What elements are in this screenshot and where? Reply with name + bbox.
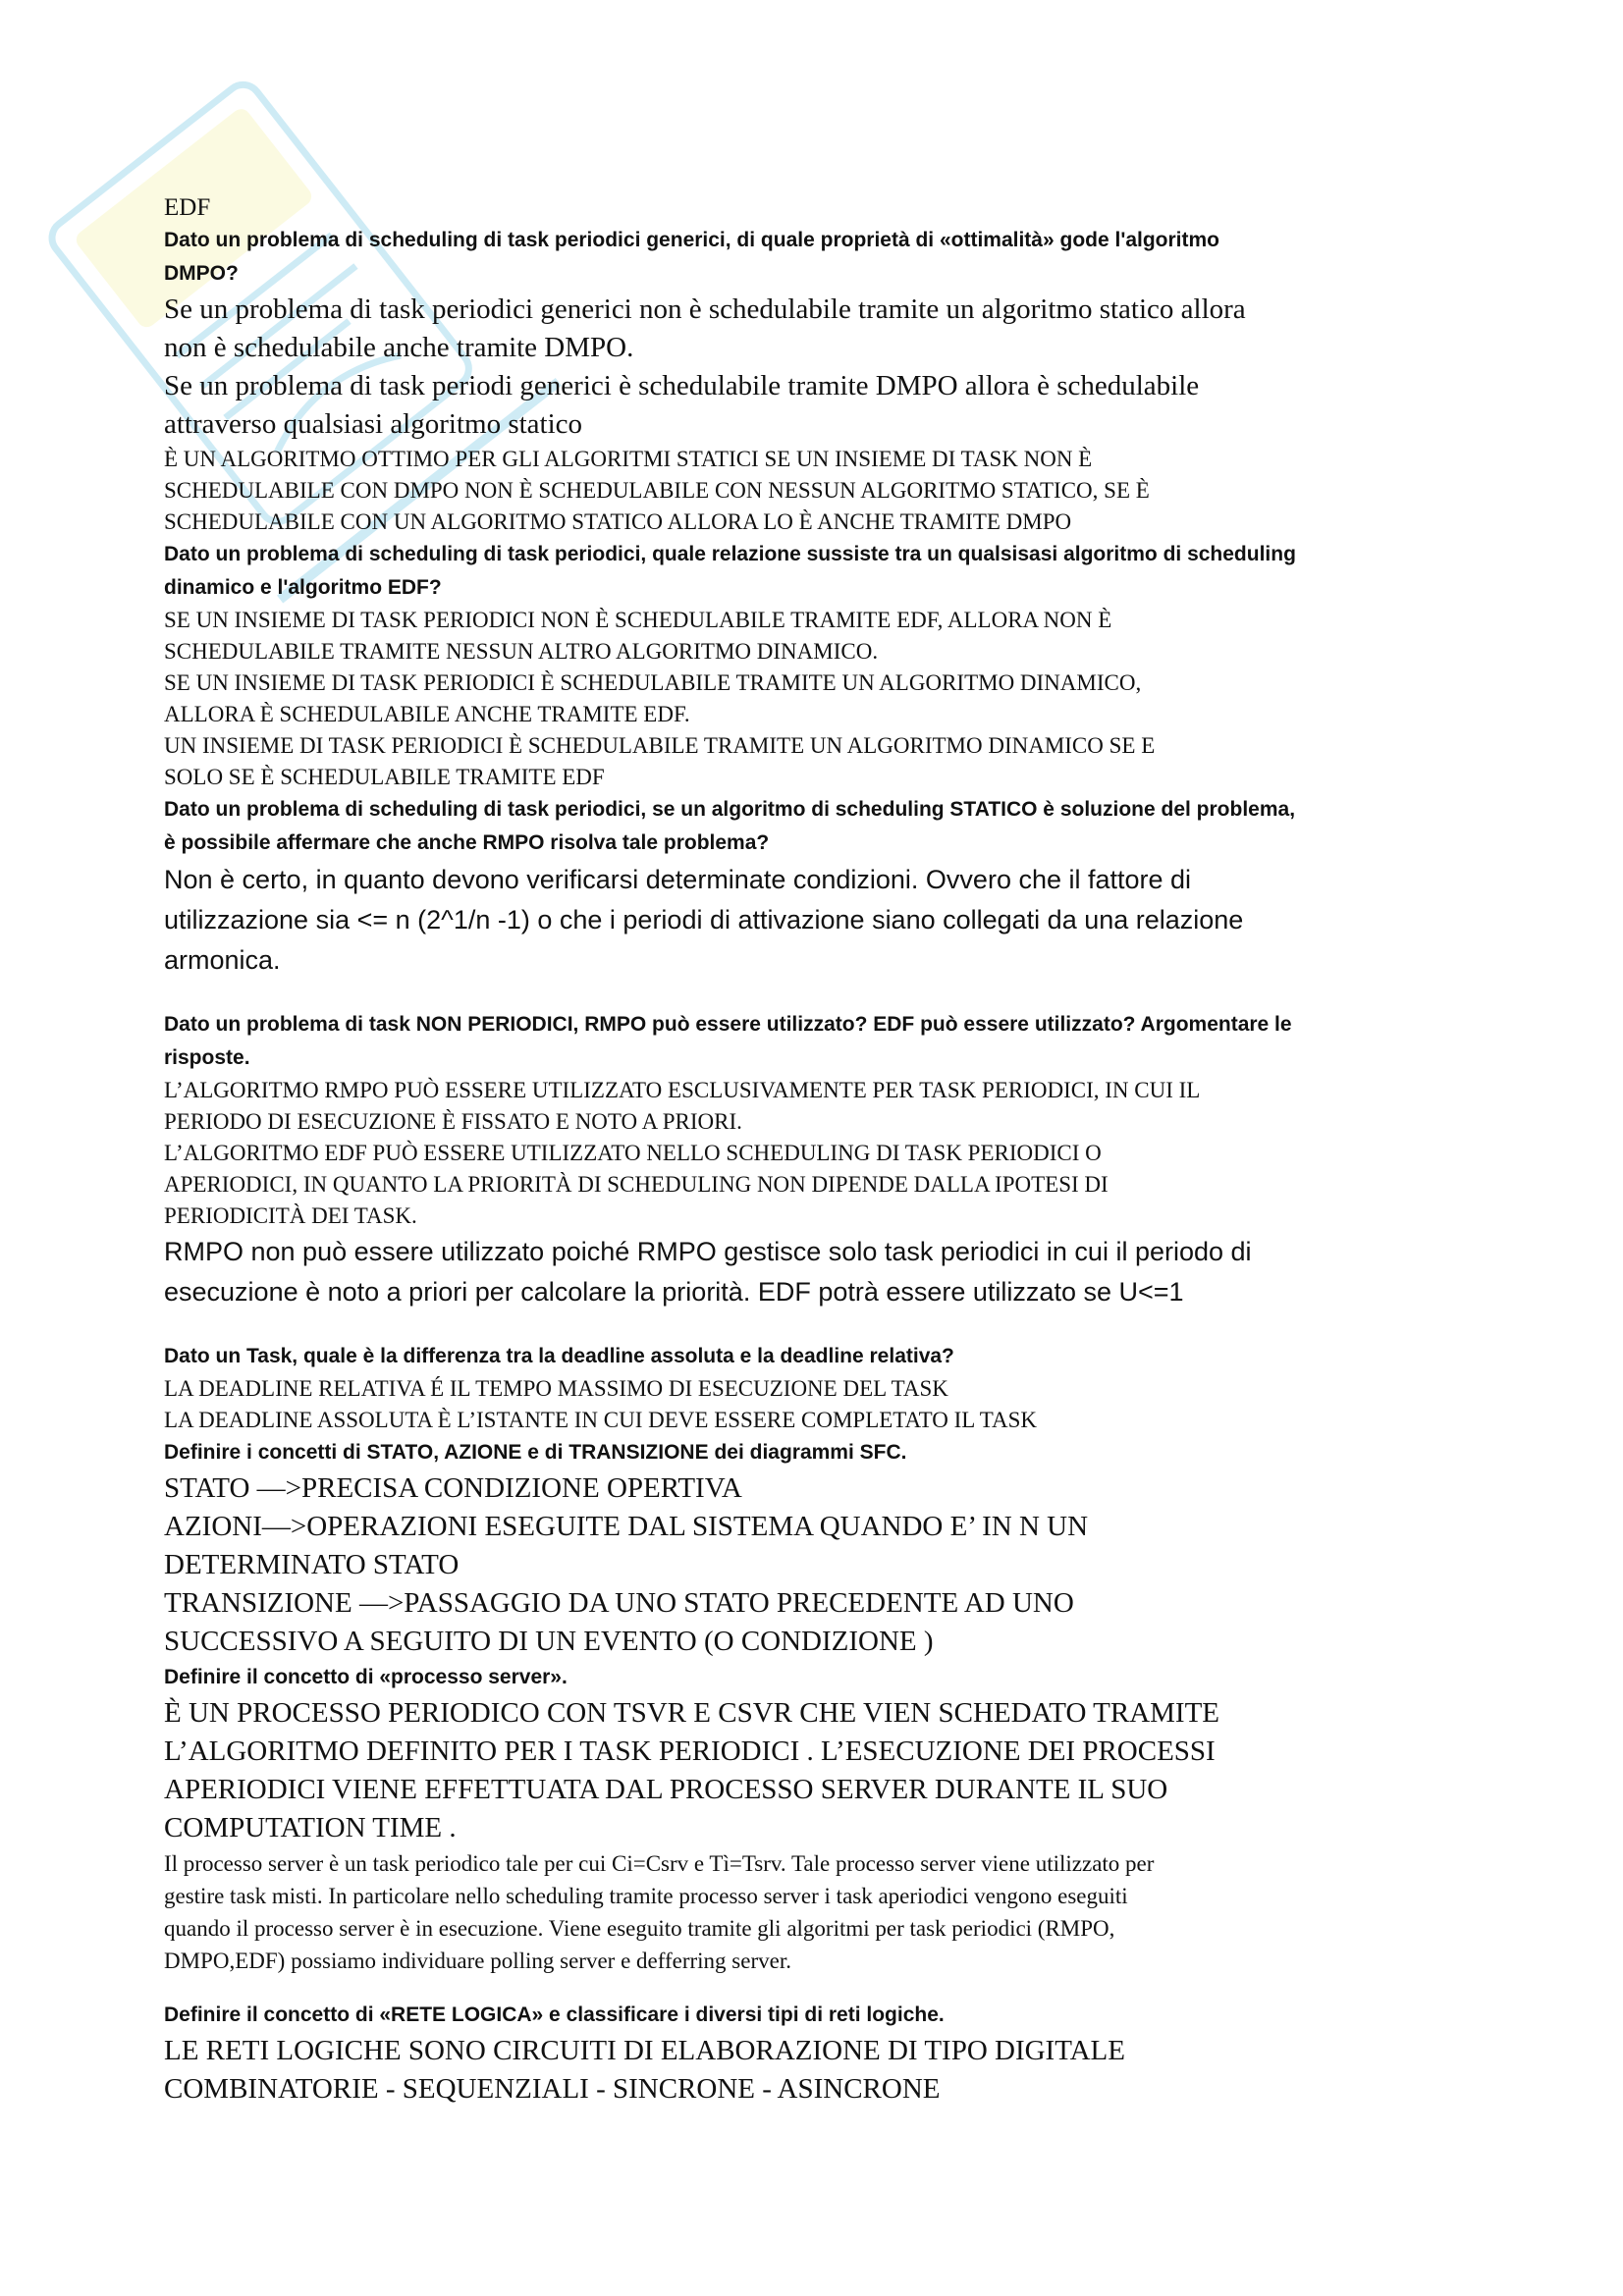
answer-sfc: STATO —>PRECISA CONDIZIONE OPERTIVA AZIONI—>OPERAZIONI ESEGUITE DAL SISTEMA QUANDO E’ IN N UN DETERMINATO STATO TRANSIZIONE —>PASSAGGIO DA UNO STATO PRECEDENTE AD UNO SUCCESSIVO A SEGUITO DI UN EVENTO (O CONDIZIONE ): [164, 1472, 1089, 1657]
answer-rmpo-static: Non è certo, in quanto devono verificarsi determinate condizioni. Ovvero che il fattore di utilizzazione sia <= n (2^1/n -1) o che i periodi di attivazione siano collegati da una relazione armonica.: [164, 865, 1244, 975]
answer-process-server-1: È UN PROCESSO PERIODICO CON TSVR E CSVR CHE VIEN SCHEDATO TRAMITE L’ALGORITMO DEFINITO PER I TASK PERIODICI . L’ESECUZIONE DEI PROCESSI APERIODICI VIENE EFFETTUATA DAL PROCESSO SERVER DURANTE IL SUO COMPUTATION TIME .: [164, 1697, 1220, 1843]
answer-process-server-2: Il processo server è un task periodico tale per cui Ci=Csrv e Tì=Tsrv. Tale processo server viene utilizzato per gestire task misti. In particolare nello scheduling tramite processo server i task aperiodici vengono eseguiti quando il processo server è in esecuzione. Viene eseguito tramite gli algoritmi per task periodici (RMPO, DMPO,EDF) possiamo individuare polling server e defferring server.: [164, 1851, 1155, 1973]
question-rete-logica: Definire il concetto di «RETE LOGICA» e classificare i diversi tipi di reti logiche.: [164, 2003, 945, 2026]
answer-rete-logica: LE RETI LOGICHE SONO CIRCUITI DI ELABORAZIONE DI TIPO DIGITALE COMBINATORIE - SEQUENZIALI - SINCRONE - ASINCRONE: [164, 2035, 1125, 2105]
question-process-server: Definire il concetto di «processo server».: [164, 1666, 568, 1688]
page-title: EDF: [164, 194, 211, 221]
answer-dmpo-1: Se un problema di task periodici generici non è schedulabile tramite un algoritmo statico allora non è schedulabile anche tramite DMPO.: [164, 294, 1246, 363]
answer-deadline: LA DEADLINE RELATIVA É IL TEMPO MASSIMO DI ESECUZIONE DEL TASK LA DEADLINE ASSOLUTA È L’ISTANTE IN CUI DEVE ESSERE COMPLETATO IL TASK: [164, 1376, 1037, 1432]
answer-edf-relation: SE UN INSIEME DI TASK PERIODICI NON È SCHEDULABILE TRAMITE EDF, ALLORA NON È SCHEDULABILE TRAMITE NESSUN ALTRO ALGORITMO DINAMICO. SE UN INSIEME DI TASK PERIODICI È SCHEDULABILE TRAMITE UN ALGORITMO DINAMICO, ALLORA È SCHEDULABILE ANCHE TRAMITE EDF. UN INSIEME DI TASK PERIODICI È SCHEDULABILE TRAMITE UN ALGORITMO DINAMICO SE E SOLO SE È SCHEDULABILE TRAMITE EDF: [164, 608, 1156, 789]
document-body: [164, 192, 1480, 2109]
question-sfc: Definire i concetti di STATO, AZIONE e di TRANSIZIONE dei diagrammi SFC.: [164, 1441, 907, 1464]
question-dmpo-optimality: Dato un problema di scheduling di task periodici generici, di quale proprietà di «ottimalità» gode l'algoritmo DMPO?: [164, 229, 1219, 285]
question-edf-relation: Dato un problema di scheduling di task periodici, quale relazione sussiste tra un qualsisasi algoritmo di scheduling dinamico e l'algoritmo EDF?: [164, 543, 1296, 599]
answer-dmpo-2: Se un problema di task periodi generici è schedulabile tramite DMPO allora è schedulabile attraverso qualsiasi algoritmo statico: [164, 370, 1200, 440]
answer-dmpo-3: È UN ALGORITMO OTTIMO PER GLI ALGORITMI STATICI SE UN INSIEME DI TASK NON È SCHEDULABILE CON DMPO NON È SCHEDULABILE CON NESSUN ALGORITMO STATICO, SE È SCHEDULABILE CON UN ALGORITMO STATICO ALLORA LO È ANCHE TRAMITE DMPO: [164, 447, 1150, 534]
question-rmpo-static: Dato un problema di scheduling di task periodici, se un algoritmo di scheduling STATICO è soluzione del problema, è possibile affermare che anche RMPO risolva tale problema?: [164, 798, 1296, 854]
question-deadline: Dato un Task, quale è la differenza tra la deadline assoluta e la deadline relativa?: [164, 1345, 954, 1367]
question-non-periodic: Dato un problema di task NON PERIODICI, RMPO può essere utilizzato? EDF può essere utilizzato? Argomentare le risposte.: [164, 1013, 1292, 1069]
answer-non-periodic-2: RMPO non può essere utilizzato poiché RMPO gestisce solo task periodici in cui il periodo di esecuzione è noto a priori per calcolare la priorità. EDF potrà essere utilizzato se U<=1: [164, 1237, 1252, 1307]
answer-non-periodic-1: L’ALGORITMO RMPO PUÒ ESSERE UTILIZZATO ESCLUSIVAMENTE PER TASK PERIODICI, IN CUI IL PERIODO DI ESECUZIONE È FISSATO E NOTO A PRIORI. L’ALGORITMO EDF PUÒ ESSERE UTILIZZATO NELLO SCHEDULING DI TASK PERIODICI O APERIODICI, IN QUANTO LA PRIORITÀ DI SCHEDULING NON DIPENDE DALLA IPOTESI DI PERIODICITÀ DEI TASK.: [164, 1078, 1201, 1228]
